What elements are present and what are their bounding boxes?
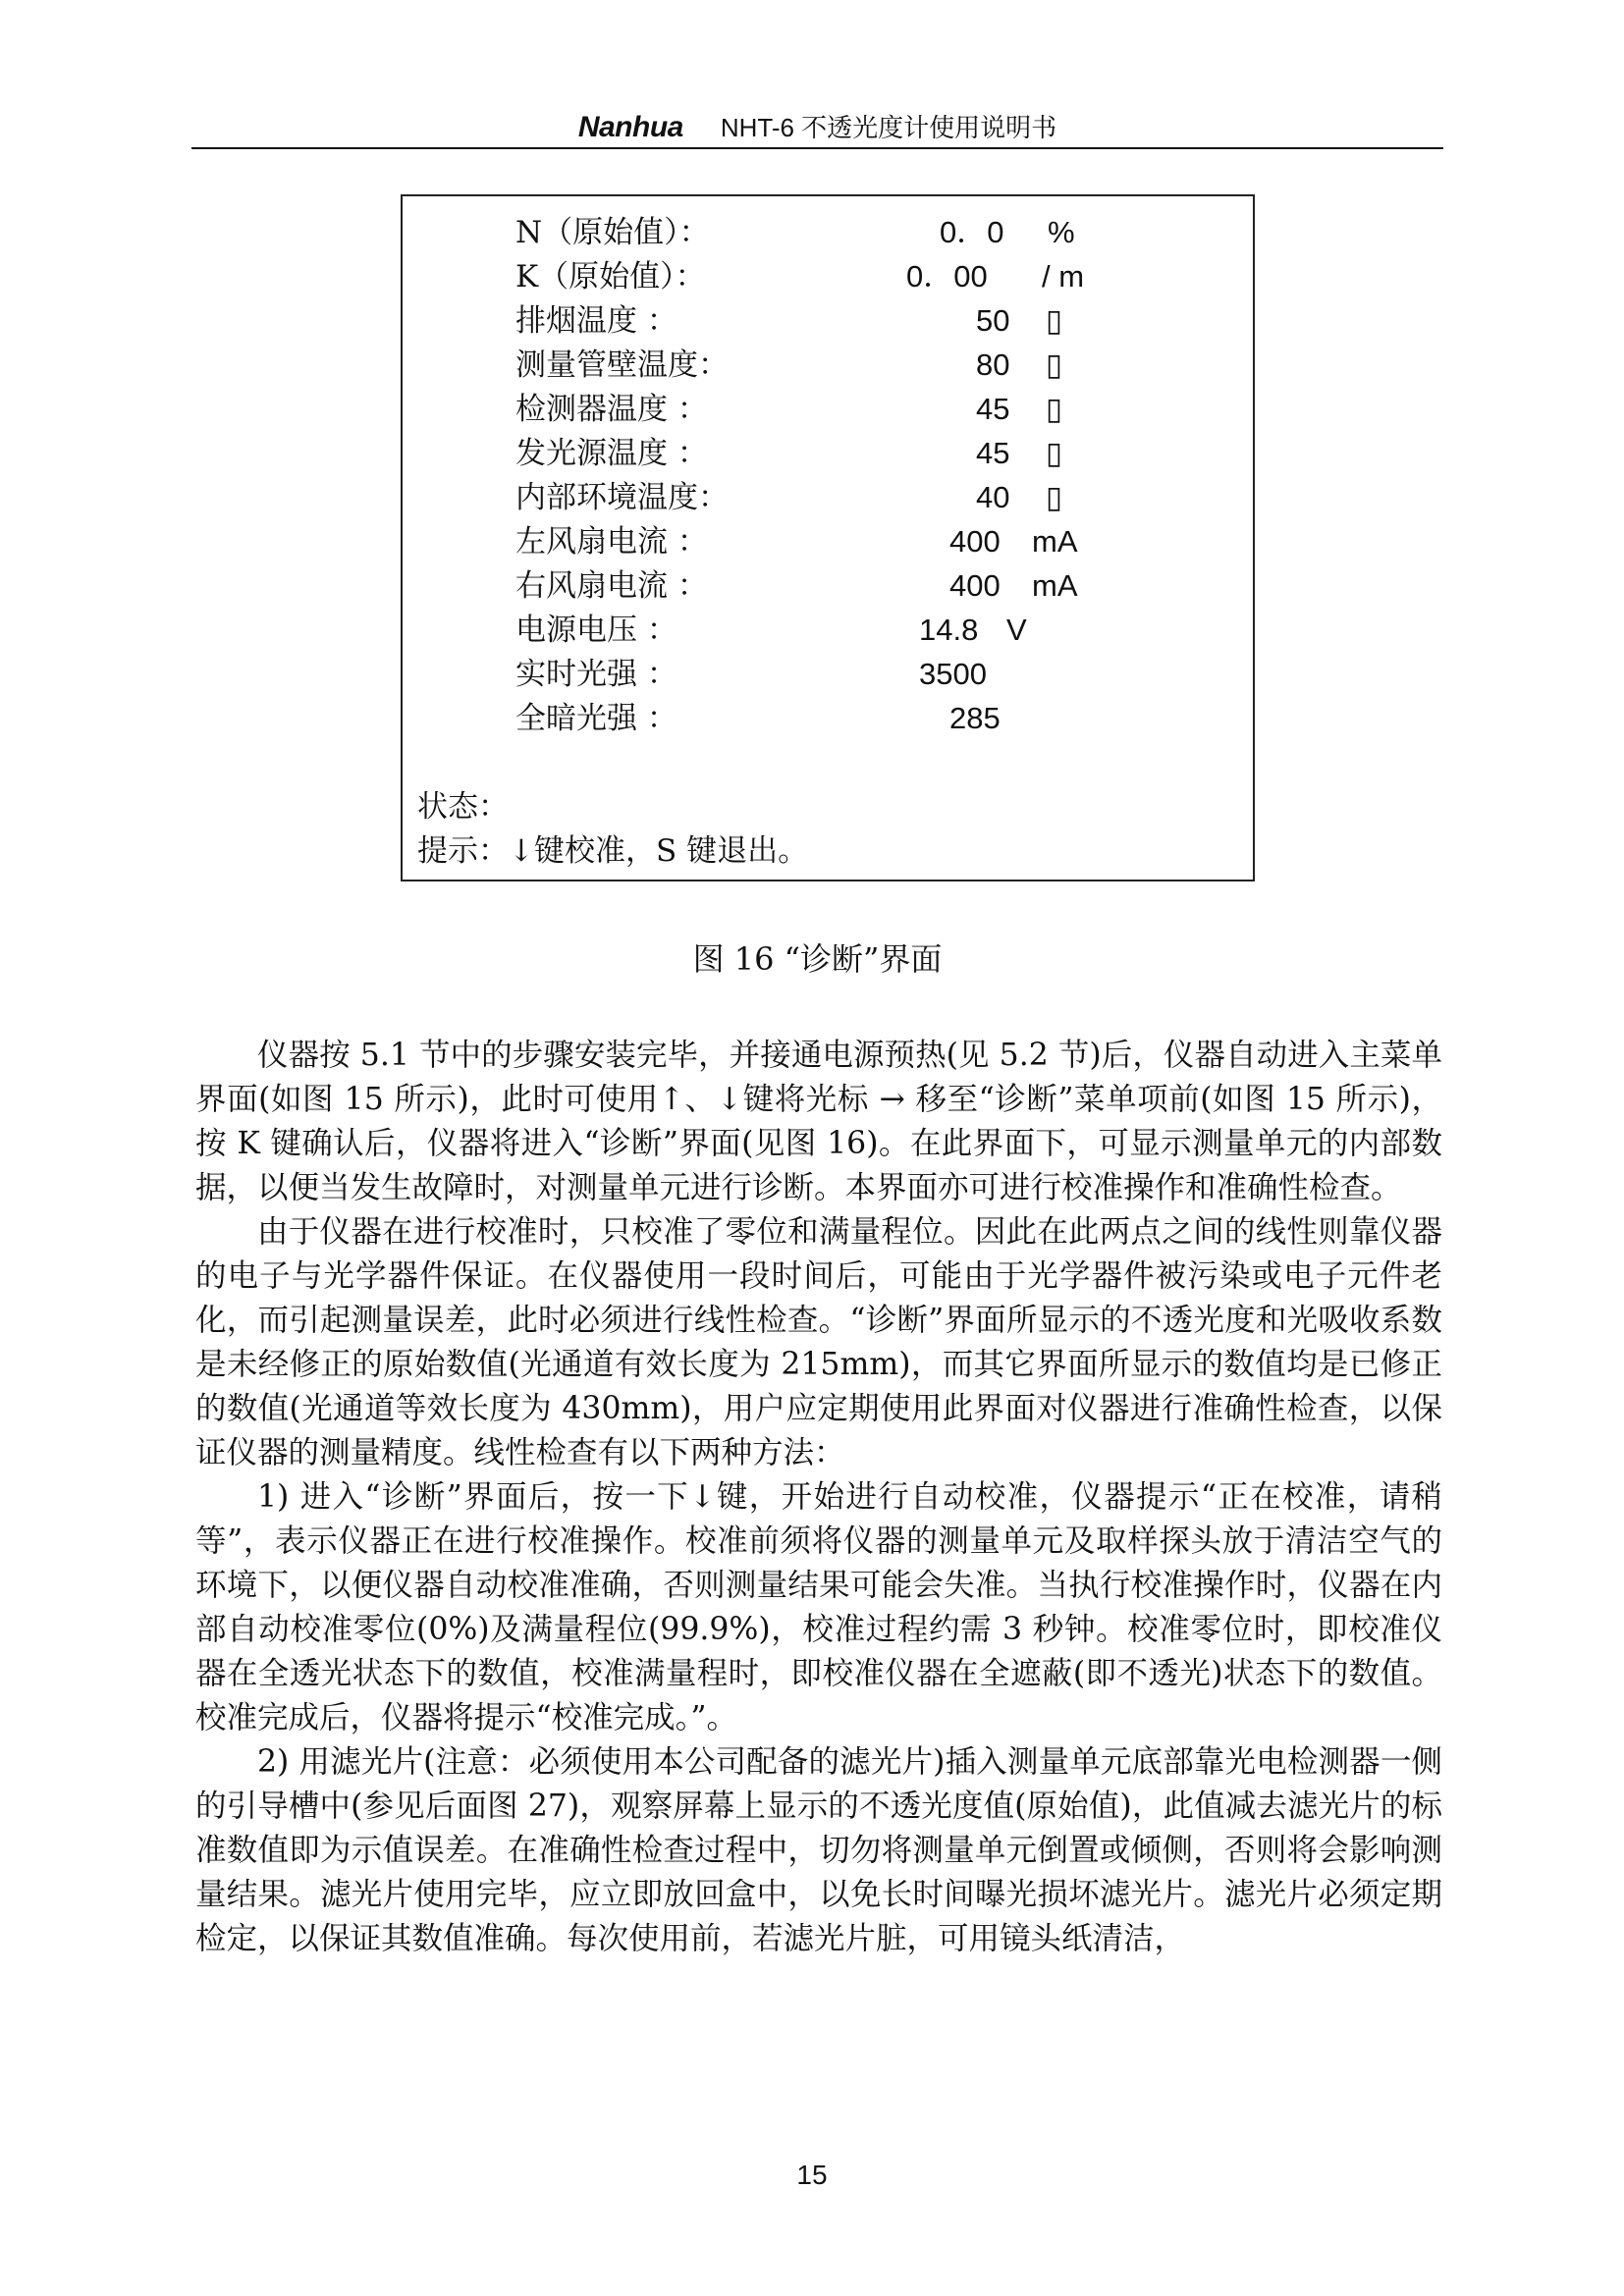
- row-value: 400: [949, 568, 1001, 603]
- figure-caption: 图 16 “诊断”界面: [692, 940, 943, 978]
- page-header: [191, 108, 1443, 147]
- row-unit: ▯: [1046, 392, 1063, 426]
- row-value: 40: [976, 480, 1010, 514]
- row-label: 电源电压 ：: [515, 613, 677, 648]
- row-label: 测量管壁温度：: [515, 347, 729, 383]
- paragraph-intro: 仪器按 5.1 节中的步骤安装完毕，并接通电源预热(见 5.2 节)后，仪器自动进入主菜单界面(如图 15 所示)，此时可使用↑、↓键将光标 → 移至“诊断”菜单项前(如图 15 所示)，按 K 键确认后，仪器将进入“诊断”界面(见图 16)。在此界面下，可显示测量单元的内部数据，以便当发生故障时，对测量单元进行诊断。本界面亦可进行校准操作和准确性检查。: [195, 1038, 1442, 1205]
- row-label: 全暗光强 ：: [515, 701, 677, 736]
- row-unit: ▯: [1046, 347, 1063, 382]
- page-number: 15: [796, 2160, 828, 2190]
- row-value: 45: [976, 436, 1010, 470]
- brand-logo: Nanhua: [577, 111, 683, 143]
- row-value: 50: [976, 303, 1010, 338]
- row-unit: %: [1048, 215, 1075, 249]
- row-value: 45: [976, 392, 1010, 426]
- row-value: 0．00: [906, 259, 988, 294]
- status-line: 状态：: [417, 789, 509, 825]
- hint-line: 提示：↓键校准，S 键退出。: [417, 833, 809, 869]
- row-unit: ▯: [1046, 303, 1063, 338]
- row-label: 排烟温度 ：: [515, 303, 677, 339]
- row-value: 3500: [919, 657, 987, 691]
- row-unit: ▯: [1046, 480, 1063, 514]
- header-title: NHT-6 不透光度计使用说明书: [720, 113, 1057, 142]
- row-value: 285: [949, 701, 1001, 735]
- row-label: 右风扇电流 ：: [515, 568, 708, 604]
- row-label: 左风扇电流 ：: [515, 524, 708, 560]
- row-value: 14.8: [919, 613, 979, 647]
- row-unit: mA: [1032, 568, 1078, 603]
- paragraph-linearity: 由于仪器在进行校准时，只校准了零位和满量程位。因此在此两点之间的线性则靠仪器的电子与光学器件保证。在仪器使用一段时间后，可能由于光学器件被污染或电子元件老化，而引起测量误差，此时必须进行线性检查。“诊断”界面所显示的不透光度和光吸收系数是未经修正的原始数值(光通道有效长度为 215mm)，而其它界面所显示的数值均是已修正的数值(光通道等效长度为 430mm)，用户应定期使用此界面对仪器进行准确性检查，以保证仪器的测量精度。线性检查有以下两种方法：: [195, 1214, 1442, 1470]
- row-unit: V: [1006, 613, 1027, 647]
- row-unit: ▯: [1046, 436, 1063, 470]
- header-divider: [191, 147, 1443, 149]
- row-unit: / m: [1042, 259, 1085, 294]
- row-label: K（原始值）：: [515, 259, 706, 294]
- row-label: 内部环境温度：: [515, 480, 729, 515]
- row-value: 80: [976, 347, 1010, 382]
- body-text: [195, 1034, 1442, 1961]
- paragraph-method-1: 1) 进入“诊断”界面后，按一下↓键，开始进行自动校准，仪器提示“正在校准，请稍等”，表示仪器正在进行校准操作。校准前须将仪器的测量单元及取样探头放于清洁空气的环境下，以便仪器自动校准准确，否则测量结果可能会失准。当执行校准操作时，仪器在内部自动校准零位(0%)及满量程位(99.9%)，校准过程约需 3 秒钟。校准零位时，即校准仪器在全透光状态下的数值，校准满量程时，即校准仪器在全遮蔽(即不透光)状态下的数值。校准完成后，仪器将提示“校准完成。”。: [195, 1479, 1442, 1735]
- row-label: 实时光强 ：: [515, 657, 677, 692]
- diagnosis-screen-figure: [401, 194, 1255, 881]
- paragraph-method-2: 2) 用滤光片(注意：必须使用本公司配备的滤光片)插入测量单元底部靠光电检测器一侧的引导槽中(参见后面图 27)，观察屏幕上显示的不透光度值(原始值)，此值减去滤光片的标准数值即为示值误差。在准确性检查过程中，切勿将测量单元倒置或倾侧，否则将会影响测量结果。滤光片使用完毕，应立即放回盒中，以免长时间曝光损坏滤光片。滤光片必须定期检定，以保证其数值准确。每次使用前，若滤光片脏，可用镜头纸清洁，: [195, 1744, 1442, 1956]
- row-value: 400: [949, 524, 1001, 559]
- row-unit: mA: [1032, 524, 1078, 559]
- row-label: 检测器温度 ：: [515, 392, 708, 427]
- row-label: N（原始值）：: [515, 215, 710, 250]
- row-label: 发光源温度 ：: [515, 436, 708, 471]
- row-value: 0．0: [940, 215, 1004, 249]
